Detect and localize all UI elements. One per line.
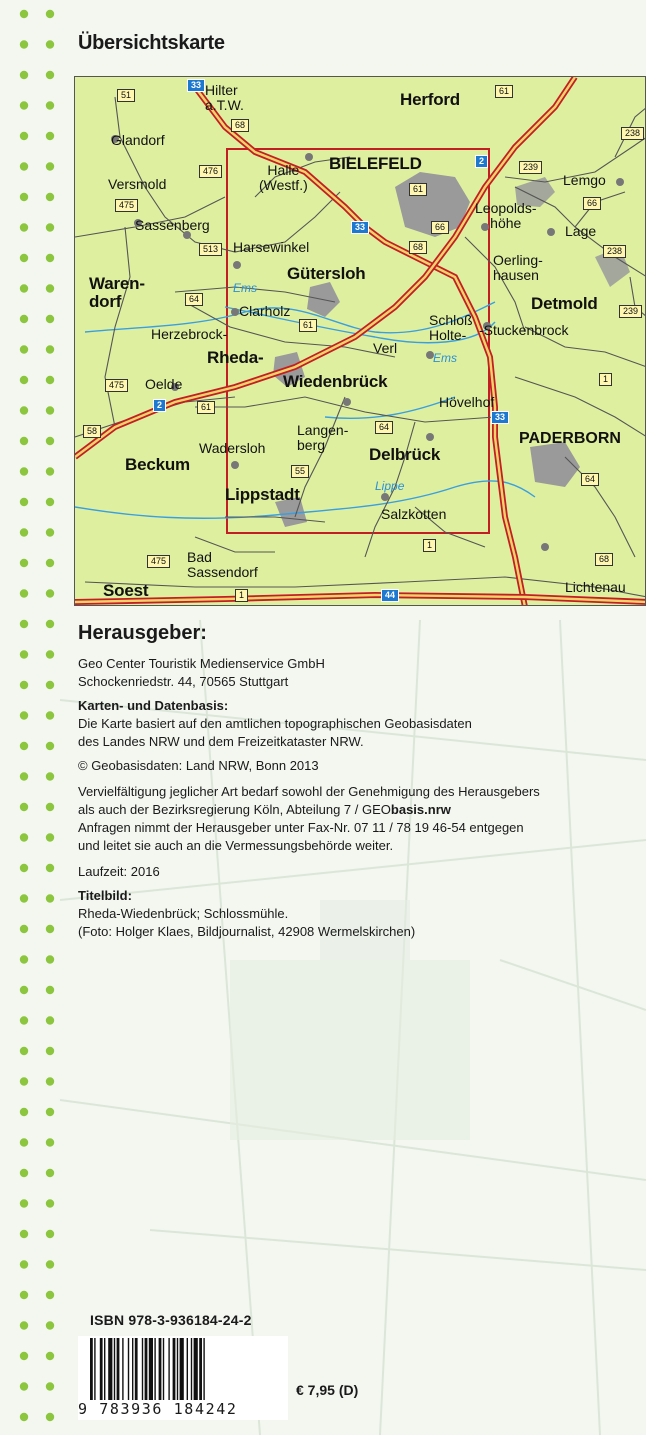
road-a44: 44 (381, 589, 399, 602)
binding-dot (46, 772, 54, 780)
barcode-bar (142, 1338, 143, 1400)
binding-dots (0, 0, 60, 1435)
barcode-bar (132, 1338, 133, 1400)
barcode-bar (187, 1338, 188, 1400)
cover-line2: (Foto: Holger Klaes, Bildjournalist, 42908 Wermelskirchen) (78, 924, 416, 939)
barcode-bar (122, 1338, 123, 1400)
binding-dot (46, 315, 54, 323)
binding-dot (46, 437, 54, 445)
road-b239: 239 (519, 161, 542, 174)
binding-dot (46, 528, 54, 536)
price: € 7,95 (D) (296, 1382, 359, 1398)
binding-dot (20, 1199, 28, 1207)
binding-dot (20, 223, 28, 231)
place-guetersloh: Gütersloh (287, 264, 366, 283)
binding-dot (20, 559, 28, 567)
binding-dot (46, 406, 54, 414)
binding-dot (20, 193, 28, 201)
place-herzebrock: Herzebrock- (151, 326, 228, 342)
binding-dot (46, 101, 54, 109)
barcode-bar (149, 1338, 153, 1408)
barcode-bar (90, 1338, 93, 1408)
place-glandorf: Glandorf (111, 132, 165, 148)
binding-dot (46, 1230, 54, 1238)
barcode-bar (100, 1338, 103, 1400)
barcode-bar (117, 1338, 120, 1400)
road-b475-sw: 475 (105, 379, 128, 392)
binding-dot (46, 284, 54, 292)
road-b66-east: 66 (583, 197, 601, 210)
binding-dot (46, 10, 54, 18)
binding-dot (20, 1138, 28, 1146)
place-beckum: Beckum (125, 455, 190, 474)
barcode-bar (128, 1338, 129, 1400)
road-b476: 476 (199, 165, 222, 178)
binding-dot (46, 71, 54, 79)
place-lippstadt: Lippstadt (225, 485, 300, 504)
road-b238-top: 238 (621, 127, 644, 140)
barcode-bar (177, 1338, 178, 1400)
binding-dot (20, 925, 28, 933)
road-b51: 51 (117, 89, 135, 102)
barcode-digits: 9 783936 184242 (78, 1400, 288, 1418)
binding-dot (46, 650, 54, 658)
place-langenberg: Langen- berg (297, 422, 349, 453)
binding-dot (20, 406, 28, 414)
road-b1-bottom: 1 (235, 589, 248, 602)
river-ems-west: Ems (233, 281, 257, 295)
road-b55: 55 (291, 465, 309, 478)
binding-dot (46, 986, 54, 994)
place-paderborn: PADERBORN (519, 430, 621, 447)
runtime-line: Laufzeit: 2016 (78, 864, 160, 879)
binding-dot (46, 376, 54, 384)
place-halle: Halle (Westf.) (259, 162, 308, 193)
binding-dot (46, 711, 54, 719)
map-title: Übersichtskarte (78, 32, 225, 54)
binding-dot (46, 132, 54, 140)
barcode-bar (108, 1338, 112, 1400)
binding-dot (20, 681, 28, 689)
river-lippe: Lippe (375, 479, 405, 493)
isbn-number: ISBN 978-3-936184-24-2 (90, 1312, 252, 1328)
place-versmold: Versmold (108, 176, 167, 192)
place-detmold: Detmold (531, 294, 598, 313)
binding-dot (20, 1230, 28, 1238)
binding-dot (20, 467, 28, 475)
copyright-line: © Geobasisdaten: Land NRW, Bonn 2013 (78, 758, 319, 773)
binding-dot (20, 162, 28, 170)
barcode-bar (163, 1338, 164, 1400)
road-b238-east: 238 (603, 245, 626, 258)
binding-dot (46, 254, 54, 262)
binding-dot (20, 650, 28, 658)
barcode-bars (90, 1338, 280, 1408)
binding-dot (20, 1413, 28, 1421)
road-b64-mid: 64 (375, 421, 393, 434)
binding-dot (20, 437, 28, 445)
binding-dot (46, 193, 54, 201)
barcode-bar (104, 1338, 105, 1400)
road-b66-bielefeld: 66 (431, 221, 449, 234)
binding-dot (46, 162, 54, 170)
road-b64-west: 64 (185, 293, 203, 306)
place-sassenberg: Sassenberg (135, 217, 210, 233)
binding-dot (20, 1382, 28, 1390)
road-b475-south: 475 (147, 555, 170, 568)
binding-dot (46, 1016, 54, 1024)
binding-dot (46, 894, 54, 902)
place-oelde: Oelde (145, 376, 183, 392)
binding-dot (20, 1016, 28, 1024)
binding-dot (20, 1077, 28, 1085)
binding-dot (20, 589, 28, 597)
binding-dot (46, 1199, 54, 1207)
binding-dot (20, 833, 28, 841)
binding-dot (46, 40, 54, 48)
binding-dot (20, 284, 28, 292)
binding-dot (20, 620, 28, 628)
place-hoevelhof: Hövelhof (439, 394, 495, 410)
binding-dot (46, 1321, 54, 1329)
binding-dot (20, 742, 28, 750)
place-leopoldshoehe: Leopolds- höhe (475, 200, 537, 231)
place-lemgo: Lemgo (563, 172, 606, 188)
barcode-bar (135, 1338, 138, 1400)
road-a2-bielefeld: 2 (475, 155, 488, 168)
binding-dot (20, 1321, 28, 1329)
barcode-bar (199, 1338, 202, 1400)
binding-dot (46, 589, 54, 597)
binding-dot (46, 498, 54, 506)
cover-heading: Titelbild: (78, 888, 132, 903)
publisher-heading: Herausgeber: (78, 622, 207, 644)
data-basis-line2: des Landes NRW und dem Freizeitkataster NRW. (78, 734, 364, 749)
binding-dot (20, 772, 28, 780)
barcode-bar (114, 1338, 115, 1400)
binding-dot (20, 894, 28, 902)
barcode-bar (194, 1338, 198, 1400)
binding-dot (20, 498, 28, 506)
river-ems-east: Ems (433, 351, 457, 365)
road-a33-top: 33 (187, 79, 205, 92)
place-soest: Soest (103, 581, 149, 600)
repro-line2-bold: basis.nrw (390, 802, 451, 817)
place-bielefeld: BIELEFELD (329, 154, 422, 173)
place-clarholz: Clarholz (239, 303, 291, 319)
binding-dot (20, 101, 28, 109)
repro-line4: und leitet sie auch an die Vermessungsbehörde weiter. (78, 838, 394, 853)
road-b61-mid: 61 (299, 319, 317, 332)
road-a2-sw: 2 (153, 399, 166, 412)
barcode-bar (191, 1338, 192, 1400)
repro-line2 (78, 801, 618, 819)
road-b475-west: 475 (115, 199, 138, 212)
data-basis-heading: Karten- und Datenbasis: (78, 698, 229, 713)
binding-dot (20, 132, 28, 140)
binding-dot (20, 254, 28, 262)
binding-dot (46, 1413, 54, 1421)
road-b61-sw: 61 (197, 401, 215, 414)
road-b1-south: 1 (423, 539, 436, 552)
barcode-bar (94, 1338, 95, 1408)
binding-dot (46, 955, 54, 963)
binding-dot (20, 1352, 28, 1360)
binding-dot (20, 986, 28, 994)
road-b61-top: 61 (495, 85, 513, 98)
barcode (78, 1336, 288, 1420)
binding-dot (46, 345, 54, 353)
binding-dot (46, 1291, 54, 1299)
road-b68-top: 68 (231, 119, 249, 132)
road-b64-east: 64 (581, 473, 599, 486)
binding-dot (46, 833, 54, 841)
binding-dot (46, 1382, 54, 1390)
road-a33-paderborn: 33 (491, 411, 509, 424)
binding-dot (20, 711, 28, 719)
repro-line2-prefix: als auch der Bezirksregierung Köln, Abteilung 7 / GEO (78, 802, 391, 817)
place-schloss-holte: Schloß Holte- (429, 312, 473, 343)
place-wiedenbrueck: Wiedenbrück (283, 372, 388, 391)
barcode-bar (203, 1338, 204, 1408)
road-b61-bielefeld: 61 (409, 183, 427, 196)
road-b513: 513 (199, 243, 222, 256)
binding-dot (46, 1138, 54, 1146)
publisher-address: Schockenriedstr. 44, 70565 Stuttgart (78, 674, 289, 689)
road-b58: 58 (83, 425, 101, 438)
binding-dot (20, 345, 28, 353)
place-lichtenau: Lichtenau (565, 579, 626, 595)
binding-dot (20, 315, 28, 323)
barcode-bar (180, 1338, 184, 1400)
data-basis-line1: Die Karte basiert auf den amtlichen topographischen Geobasisdaten (78, 716, 472, 731)
place-oerlinghausen: Oerling- hausen (493, 252, 543, 283)
place-wadersloh: Wadersloh (199, 440, 266, 456)
binding-dot (20, 10, 28, 18)
barcode-bar (168, 1338, 169, 1400)
binding-dot (20, 1108, 28, 1116)
binding-dot (20, 1291, 28, 1299)
binding-dot (20, 955, 28, 963)
binding-dot (46, 864, 54, 872)
road-b68-se: 68 (595, 553, 613, 566)
binding-dot (20, 376, 28, 384)
place-verl: Verl (373, 340, 398, 356)
binding-dot (20, 40, 28, 48)
binding-dot (46, 1169, 54, 1177)
binding-dot (20, 71, 28, 79)
binding-dot (46, 1108, 54, 1116)
binding-dot (46, 1260, 54, 1268)
binding-dot (20, 1169, 28, 1177)
barcode-bar (173, 1338, 176, 1400)
binding-dot (46, 681, 54, 689)
publisher-name: Geo Center Touristik Medienservice GmbH (78, 656, 325, 671)
binding-dot (20, 864, 28, 872)
binding-dot (46, 925, 54, 933)
place-hilter: Hilter a.T.W. (205, 82, 244, 113)
publisher-section (78, 622, 618, 941)
place-herford: Herford (400, 90, 460, 109)
binding-dot (20, 1260, 28, 1268)
place-delbrueck: Delbrück (369, 445, 441, 464)
binding-dot (20, 528, 28, 536)
binding-dot (46, 1047, 54, 1055)
road-b239-east: 239 (619, 305, 642, 318)
repro-line3: Anfragen nimmt der Herausgeber unter Fax-Nr. 07 11 / 78 19 46-54 entgegen (78, 820, 524, 835)
place-salzkotten: Salzkotten (381, 506, 447, 522)
road-b1-east: 1 (599, 373, 612, 386)
place-harsewinkel: Harsewinkel (233, 239, 310, 255)
binding-dot (46, 742, 54, 750)
barcode-bar (154, 1338, 155, 1400)
overview-map (74, 76, 646, 606)
binding-dot (46, 620, 54, 628)
binding-dot (46, 1352, 54, 1360)
place-stukenbrock: -Stuckenbrock (479, 322, 569, 338)
barcode-bar (159, 1338, 162, 1400)
place-bad-sassendorf: Bad Sassendorf (187, 549, 258, 580)
place-warendorf: Waren- dorf (89, 274, 145, 311)
binding-dot (46, 1077, 54, 1085)
road-b68-mid: 68 (409, 241, 427, 254)
barcode-bar (145, 1338, 148, 1400)
binding-dot (46, 803, 54, 811)
binding-dot (46, 467, 54, 475)
binding-dot (20, 803, 28, 811)
place-rheda: Rheda- (207, 348, 264, 367)
cover-line1: Rheda-Wiedenbrück; Schlossmühle. (78, 906, 289, 921)
road-a33-mid: 33 (351, 221, 369, 234)
place-lage: Lage (565, 223, 597, 239)
binding-dot (20, 1047, 28, 1055)
repro-line1: Vervielfältigung jeglicher Art bedarf sowohl der Genehmigung des Herausgebers (78, 784, 540, 799)
binding-dot (46, 559, 54, 567)
binding-dot (46, 223, 54, 231)
